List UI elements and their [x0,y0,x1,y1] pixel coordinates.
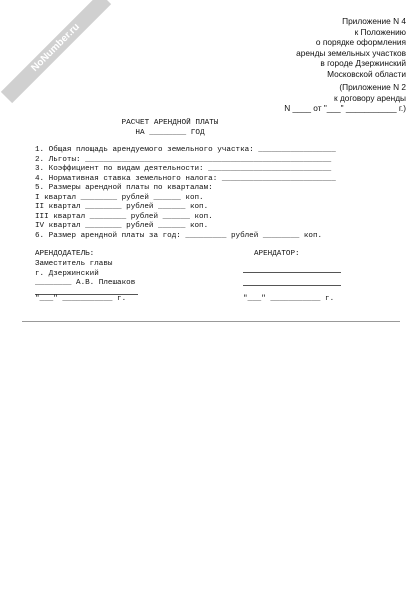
header-line: Московской области [327,68,406,79]
lessor-position: Заместитель главы [35,260,113,268]
lessor-title: АРЕНДОДАТЕЛЬ: [35,250,95,258]
quarter-3: III квартал ________ рублей ______ коп. [35,212,213,221]
page-divider [22,321,400,322]
lessee-title: АРЕНДАТОР: [254,250,300,258]
header-line: Приложение N 4 [342,16,406,26]
header-line: аренды земельных участков [296,47,406,58]
contract-reference [284,82,406,114]
lessee-signature-line-2 [243,285,341,286]
reference-line: (Приложение N 2 [339,82,406,92]
header-line: в городе Дзержинский [320,58,406,69]
quarter-2: II квартал ________ рублей ______ коп. [35,203,209,211]
item-coefficient: 3. Коэффициент по видам деятельности: ___________________________ [35,165,332,173]
watermark: NoNumber.ru [1,0,111,103]
document-year: НА ________ ГОД [135,129,205,137]
header-line: к Положению [354,26,406,37]
item-benefits: 2. Льготы: ______________________________________________________ [35,155,332,164]
lessee-signature-line-1 [243,272,341,273]
item-annual-rent: 6. Размер арендной платы за год: _________ рублей ________ коп. [35,231,323,240]
document-title: РАСЧЕТ АРЕНДНОЙ ПЛАТЫ [121,119,219,127]
lessor-date: "___" ___________ г. [35,295,127,303]
reference-line: N ____ от "___" ___________ г.) [284,103,406,114]
lessee-date: "___" ___________ г. [243,295,335,303]
quarter-4: IV квартал ________ рублей ______ коп. [35,222,209,230]
header-line: о порядке оформления [315,37,406,48]
reference-line: к договору аренды [334,92,406,103]
appendix-header [296,16,406,80]
quarter-1: I квартал ________ рублей ______ коп. [35,193,204,202]
item-total-area: 1. Общая площадь арендуемого земельного участка: _________________ [35,146,336,154]
item-tax-rate: 4. Нормативная ставка земельного налога: _________________________ [35,174,336,183]
item-quarterly-header: 5. Размеры арендной платы по кварталам: [35,184,213,192]
lessor-city: г. Дзержинский [35,270,99,278]
lessor-name: ________ А.В. Плешаков [35,279,136,287]
